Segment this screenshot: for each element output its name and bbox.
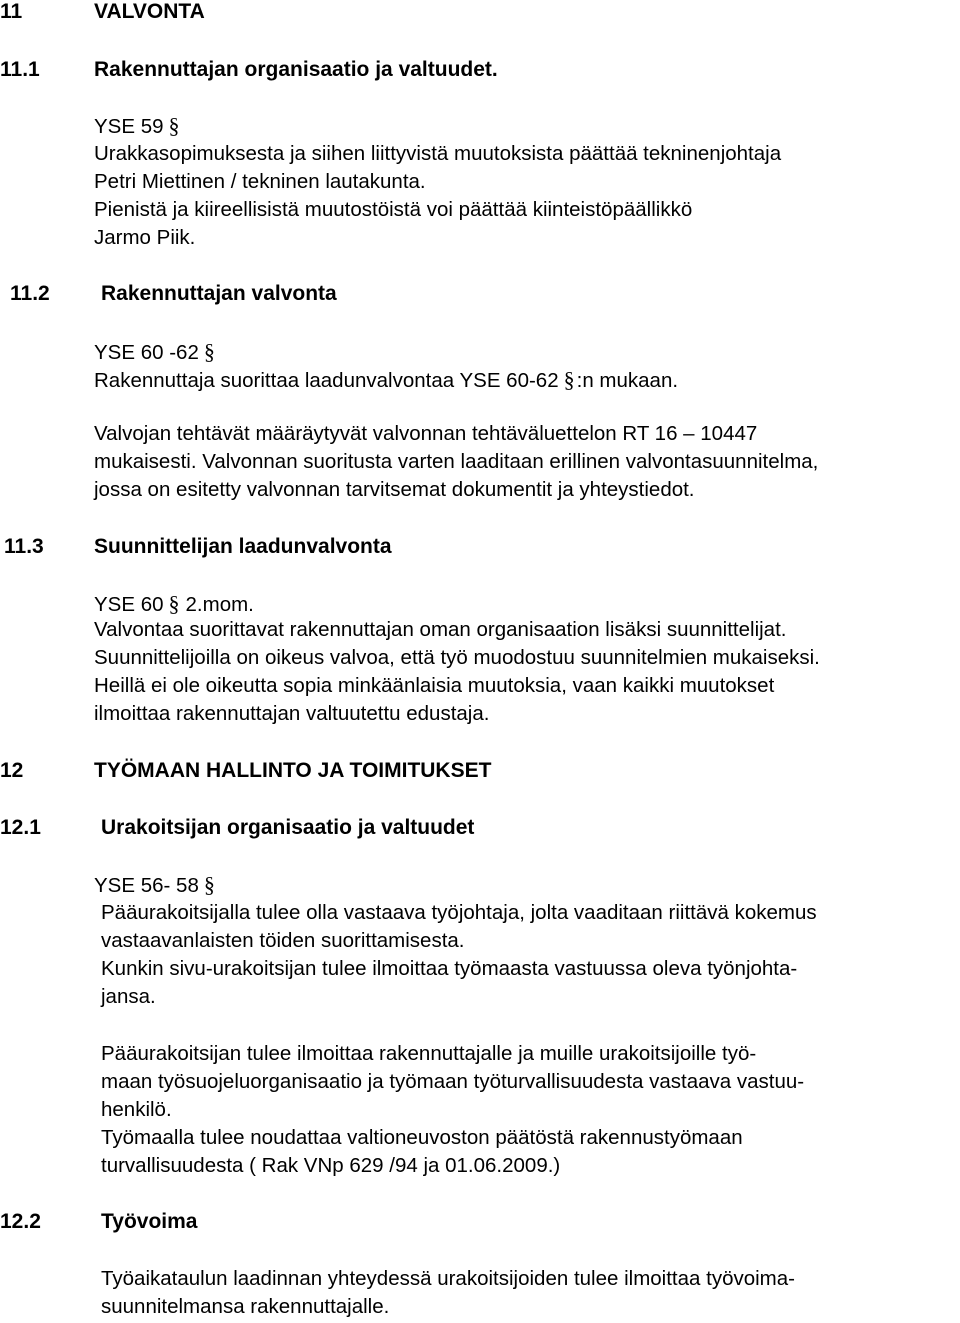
paragraph-line: Pienistä ja kiireellisistä muutostöistä voi päättää kiinteistöpäällikkö bbox=[94, 198, 693, 221]
paragraph-line: suunnitelmansa rakennuttajalle. bbox=[101, 1295, 390, 1318]
paragraph-text: :n mukaan. bbox=[576, 369, 679, 392]
paragraph-line: jansa. bbox=[101, 985, 156, 1008]
heading-11-2-title: Rakennuttajan valvonta bbox=[101, 282, 337, 305]
heading-12-title: TYÖMAAN HALLINTO JA TOIMITUKSET bbox=[94, 759, 492, 782]
paragraph-line: Työmaalla tulee noudattaa valtioneuvoston päätöstä rakennustyömaan bbox=[101, 1126, 743, 1149]
paragraph-line bbox=[94, 366, 678, 394]
section-symbol: § bbox=[203, 872, 215, 897]
paragraph-line: Valvontaa suorittavat rakennuttajan oman organisaation lisäksi suunnittelijat. bbox=[94, 618, 787, 641]
reference-yse-60-62 bbox=[94, 338, 215, 366]
reference-yse-60 bbox=[94, 590, 254, 618]
heading-12-1-number: 12.1 bbox=[0, 816, 41, 839]
heading-11-1-number: 11.1 bbox=[0, 58, 40, 81]
section-symbol: § bbox=[203, 339, 215, 364]
paragraph-line: Heillä ei ole oikeutta sopia minkäänlaisia muutoksia, vaan kaikki muutokset bbox=[94, 674, 775, 697]
paragraph-line: henkilö. bbox=[101, 1098, 172, 1121]
reference-text: YSE 60 -62 bbox=[94, 341, 199, 364]
paragraph-line: Valvojan tehtävät määräytyvät valvonnan tehtäväluettelon RT 16 – 10447 bbox=[94, 422, 758, 445]
heading-11-1-title: Rakennuttajan organisaatio ja valtuudet. bbox=[94, 58, 498, 81]
paragraph-text: Rakennuttaja suorittaa laadunvalvontaa YSE 60-62 bbox=[94, 369, 559, 392]
reference-yse-59 bbox=[94, 112, 180, 140]
heading-12-2-title: Työvoima bbox=[101, 1210, 198, 1233]
paragraph-line: mukaisesti. Valvonnan suoritusta varten laaditaan erillinen valvontasuunnitelma, bbox=[94, 450, 819, 473]
section-symbol: § bbox=[168, 591, 180, 616]
paragraph-line: maan työsuojeluorganisaatio ja työmaan työturvallisuudesta vastaava vastuu- bbox=[101, 1070, 805, 1093]
heading-12-2-number: 12.2 bbox=[0, 1210, 41, 1233]
heading-11-title: VALVONTA bbox=[94, 0, 205, 23]
reference-text: YSE 59 bbox=[94, 115, 164, 138]
paragraph-line: vastaavanlaisten töiden suorittamisesta. bbox=[101, 929, 465, 952]
paragraph-line: Kunkin sivu-urakoitsijan tulee ilmoittaa työmaasta vastuussa oleva työnjohta- bbox=[101, 957, 798, 980]
reference-yse-56-58 bbox=[94, 871, 215, 899]
heading-12-1-title: Urakoitsijan organisaatio ja valtuudet bbox=[101, 816, 475, 839]
heading-11-3-title: Suunnittelijan laadunvalvonta bbox=[94, 535, 392, 558]
heading-12-number: 12 bbox=[0, 759, 24, 782]
section-symbol: § bbox=[563, 367, 575, 392]
paragraph-line: Petri Miettinen / tekninen lautakunta. bbox=[94, 170, 426, 193]
paragraph-line: ilmoittaa rakennuttajan valtuutettu edustaja. bbox=[94, 702, 490, 725]
heading-11-2-number: 11.2 bbox=[10, 282, 50, 305]
heading-11-number: 11 bbox=[0, 0, 23, 23]
heading-11-3-number: 11.3 bbox=[4, 535, 44, 558]
paragraph-line: Jarmo Piik. bbox=[94, 226, 196, 249]
paragraph-line: Urakkasopimuksesta ja siihen liittyvistä muutoksista päättää tekninenjohtaja bbox=[94, 142, 782, 165]
reference-text: YSE 60 bbox=[94, 593, 164, 616]
paragraph-line: Suunnittelijoilla on oikeus valvoa, että työ muodostuu suunnitelmien mukaiseksi. bbox=[94, 646, 820, 669]
paragraph-line: Pääurakoitsijan tulee ilmoittaa rakennuttajalle ja muille urakoitsijoille työ- bbox=[101, 1042, 757, 1065]
reference-text: YSE 56- 58 bbox=[94, 874, 199, 897]
paragraph-line: turvallisuudesta ( Rak VNp 629 /94 ja 01.06.2009.) bbox=[101, 1154, 561, 1177]
paragraph-line: Pääurakoitsijalla tulee olla vastaava työjohtaja, jolta vaaditaan riittävä kokemus bbox=[101, 901, 817, 924]
section-symbol: § bbox=[168, 113, 180, 138]
paragraph-line: Työaikataulun laadinnan yhteydessä urakoitsijoiden tulee ilmoittaa työvoima- bbox=[101, 1267, 795, 1290]
paragraph-line: jossa on esitetty valvonnan tarvitsemat dokumentit ja yhteystiedot. bbox=[94, 478, 695, 501]
reference-text: 2.mom. bbox=[185, 593, 254, 616]
